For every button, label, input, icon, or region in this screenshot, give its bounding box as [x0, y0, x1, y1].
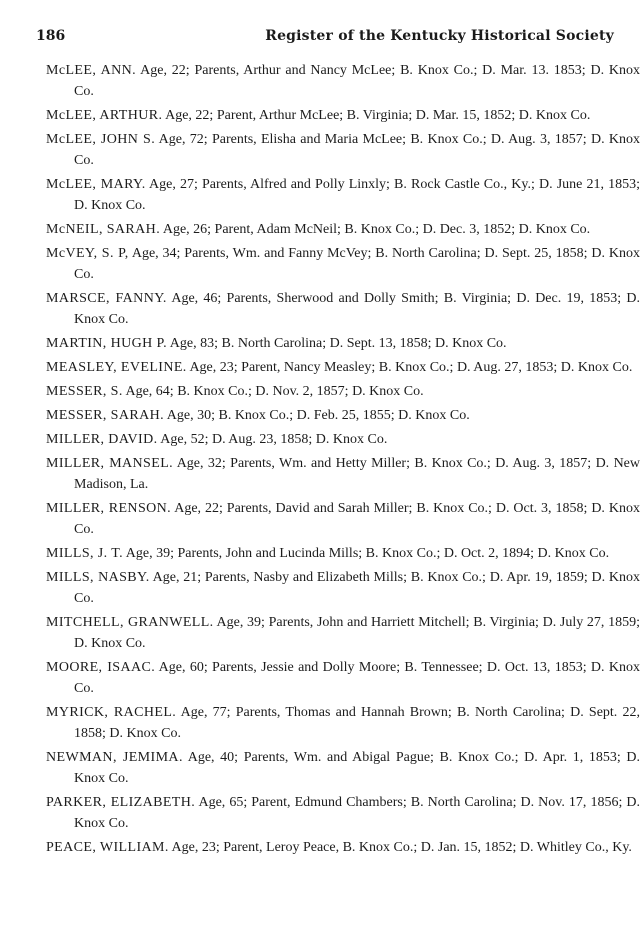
entry-name: MILLS, J. T.	[46, 546, 124, 561]
entry-details: Age, 64; B. Knox Co.; D. Nov. 2, 1857; D. Knox Co.	[125, 384, 424, 399]
register-entry	[46, 288, 640, 330]
entry-name: McVEY, S. P,	[46, 246, 129, 261]
entry-name: MILLER, MANSEL.	[46, 456, 174, 471]
entry-name: MEASLEY, EVELINE.	[46, 360, 187, 375]
entry-details: Age, 52; D. Aug. 23, 1858; D. Knox Co.	[160, 432, 388, 447]
entry-details: Age, 77; Parents, Thomas and Hannah Brown; B. North Carolina; D. Sept. 22, 1858; D. Knox Co.	[74, 705, 640, 741]
entry-name: McLEE, MARY.	[46, 177, 146, 192]
register-entry	[46, 453, 640, 495]
page-number: 186	[36, 28, 66, 44]
entry-name: MITCHELL, GRANWELL.	[46, 615, 214, 630]
register-entry	[46, 792, 640, 834]
entry-name: MARTIN, HUGH P.	[46, 336, 168, 351]
register-entry	[46, 702, 640, 744]
register-entry	[46, 405, 640, 426]
entry-name: MYRICK, RACHEL.	[46, 705, 177, 720]
entry-name: MILLER, RENSON.	[46, 501, 172, 516]
entry-name: MOORE, ISAAC.	[46, 660, 156, 675]
entry-details: Age, 40; Parents, Wm. and Abigal Pague; B. Knox Co.; D. Apr. 1, 1853; D. Knox Co.	[74, 750, 640, 786]
entry-details: Age, 72; Parents, Elisha and Maria McLee; B. Knox Co.; D. Aug. 3, 1857; D. Knox Co.	[74, 132, 640, 168]
register-entry	[46, 60, 640, 102]
entry-details: Age, 22; Parents, David and Sarah Miller; B. Knox Co.; D. Oct. 3, 1858; D. Knox Co.	[74, 501, 640, 537]
entry-details: Age, 60; Parents, Jessie and Dolly Moore; B. Tennessee; D. Oct. 13, 1853; D. Knox Co.	[74, 660, 640, 696]
entry-details: Age, 65; Parent, Edmund Chambers; B. North Carolina; D. Nov. 17, 1856; D. Knox Co.	[74, 795, 640, 831]
register-entry	[46, 657, 640, 699]
register-entries	[0, 60, 640, 861]
register-entry	[46, 429, 640, 450]
register-entry	[46, 747, 640, 789]
entry-name: PEACE, WILLIAM.	[46, 840, 169, 855]
entry-name: NEWMAN, JEMIMA.	[46, 750, 183, 765]
register-entry	[46, 129, 640, 171]
entry-details: Age, 22; Parents, Arthur and Nancy McLee; B. Knox Co.; D. Mar. 13. 1853; D. Knox Co.	[74, 63, 640, 99]
entry-name: MILLER, DAVID.	[46, 432, 158, 447]
entry-details: Age, 30; B. Knox Co.; D. Feb. 25, 1855; D. Knox Co.	[166, 408, 470, 423]
entry-details: Age, 21; Parents, Nasby and Elizabeth Mills; B. Knox Co.; D. Apr. 19, 1859; D. Knox Co.	[74, 570, 640, 606]
entry-details: Age, 26; Parent, Adam McNeil; B. Knox Co.; D. Dec. 3, 1852; D. Knox Co.	[162, 222, 591, 237]
entry-details: Age, 23; Parent, Nancy Measley; B. Knox Co.; D. Aug. 27, 1853; D. Knox Co.	[189, 360, 633, 375]
register-entry	[46, 243, 640, 285]
entry-name: MESSER, S.	[46, 384, 123, 399]
register-entry	[46, 381, 640, 402]
entry-name: MESSER, SARAH.	[46, 408, 165, 423]
entry-name: McLEE, ANN.	[46, 63, 137, 78]
register-entry	[46, 174, 640, 216]
entry-details: Age, 22; Parent, Arthur McLee; B. Virginia; D. Mar. 15, 1852; D. Knox Co.	[165, 108, 591, 123]
entry-details: Age, 32; Parents, Wm. and Hetty Miller; B. Knox Co.; D. Aug. 3, 1857; D. New Madison, La.	[74, 456, 640, 492]
page-header	[36, 28, 614, 50]
entry-name: McLEE, ARTHUR.	[46, 108, 163, 123]
register-entry	[46, 105, 640, 126]
entry-name: McNEIL, SARAH.	[46, 222, 161, 237]
entry-name: PARKER, ELIZABETH.	[46, 795, 196, 810]
register-entry	[46, 219, 640, 240]
entry-name: MILLS, NASBY.	[46, 570, 150, 585]
register-entry	[46, 837, 640, 858]
entry-details: Age, 83; B. North Carolina; D. Sept. 13, 1858; D. Knox Co.	[169, 336, 507, 351]
register-entry	[46, 498, 640, 540]
register-entry	[46, 543, 640, 564]
register-entry	[46, 567, 640, 609]
register-entry	[46, 612, 640, 654]
running-title: Register of the Kentucky Historical Society	[265, 28, 614, 44]
entry-name: MARSCE, FANNY.	[46, 291, 167, 306]
entry-details: Age, 23; Parent, Leroy Peace, B. Knox Co.; D. Jan. 15, 1852; D. Whitley Co., Ky.	[171, 840, 632, 855]
register-entry	[46, 357, 640, 378]
register-entry	[46, 333, 640, 354]
entry-details: Age, 34; Parents, Wm. and Fanny McVey; B. North Carolina; D. Sept. 25, 1858; D. Knox Co.	[74, 246, 640, 282]
entry-details: Age, 39; Parents, John and Lucinda Mills; B. Knox Co.; D. Oct. 2, 1894; D. Knox Co.	[125, 546, 610, 561]
entry-details: Age, 39; Parents, John and Harriett Mitchell; B. Virginia; D. July 27, 1859; D. Knox Co.	[74, 615, 640, 651]
entry-details: Age, 46; Parents, Sherwood and Dolly Smith; B. Virginia; D. Dec. 19, 1853; D. Knox Co.	[74, 291, 640, 327]
entry-details: Age, 27; Parents, Alfred and Polly Linxly; B. Rock Castle Co., Ky.; D. June 21, 1853; D. Knox Co.	[74, 177, 640, 213]
entry-name: McLEE, JOHN S.	[46, 132, 156, 147]
